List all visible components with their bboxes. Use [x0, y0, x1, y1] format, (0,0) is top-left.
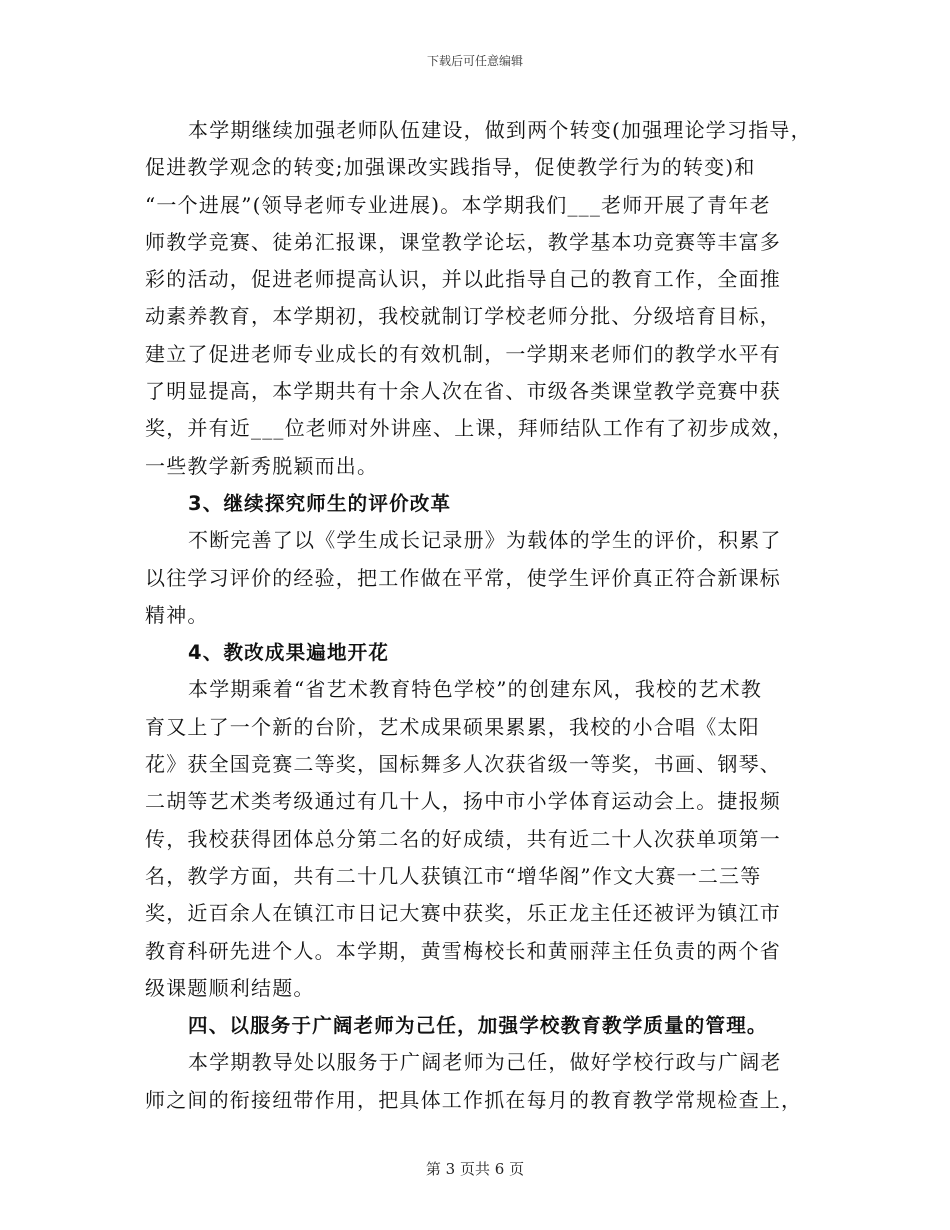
paragraph-line: 彩的活动，促进老师提高认识，并以此指导自己的教育工作，全面推 [145, 267, 781, 292]
section-heading: 四、以服务于广阔老师为己任，加强学校教育教学质量的管理。 [188, 1014, 768, 1038]
section-heading: 3、继续探究师生的评价改革 [188, 491, 452, 515]
paragraph-line: 花》获全国竞赛二等奖，国标舞多人次获省级一等奖，书画、钢琴、 [145, 752, 781, 777]
paragraph-line: 本学期教导处以服务于广阔老师为己任，做好学校行政与广阔老 [188, 1050, 782, 1075]
section-heading: 4、教改成果遍地开花 [188, 641, 390, 665]
paragraph-line: 教育科研先进个人。本学期，黄雪梅校长和黄丽萍主任负责的两个省 [145, 938, 781, 963]
paragraph-line: 奖，并有近___位老师对外讲座、上课，拜师结队工作有了初步成效， [145, 416, 794, 441]
paragraph-line: 奖，近百余人在镇江市日记大赛中获奖，乐正龙主任还被评为镇江市 [145, 901, 781, 926]
paragraph-line: “一个进展”(领导老师专业进展)。本学期我们___老师开展了青年老 [145, 192, 771, 217]
paragraph-line: 本学期乘着“省艺术教育特色学校”的创建东风，我校的艺术教 [188, 677, 763, 702]
paragraph-line: 传，我校获得团体总分第二名的好成绩，共有近二十人次获单项第一 [145, 826, 781, 851]
paragraph-line: 一些教学新秀脱颖而出。 [145, 453, 379, 478]
document-body [145, 112, 813, 1119]
paragraph-line: 促进教学观念的转变;加强课改实践指导，促使教学行为的转变)和 [145, 155, 756, 180]
paragraph-line: 名，教学方面，共有二十几人获镇江市“增华阁”作文大赛一二三等 [145, 863, 762, 888]
paragraph-line: 精神。 [145, 602, 209, 627]
page-footer: 第 3 页共 6 页 [425, 1160, 525, 1178]
paragraph-line: 级课题顺利结题。 [145, 975, 315, 1000]
paragraph-line: 师之间的衔接纽带作用，把具体工作抓在每月的教育教学常规检查上， [145, 1087, 803, 1112]
paragraph-line: 动素养教育，本学期初，我校就制订学校老师分批、分级培育目标， [145, 304, 781, 329]
paragraph-line: 建立了促进老师专业成长的有效机制，一学期来老师们的教学水平有 [145, 341, 781, 366]
paragraph-line: 不断完善了以《学生成长记录册》为载体的学生的评价，积累了 [188, 528, 782, 553]
paragraph-line: 育又上了一个新的台阶，艺术成果硕果累累，我校的小合唱《太阳 [145, 714, 760, 739]
paragraph-line: 师教学竞赛、徒弟汇报课，课堂教学论坛，教学基本功竞赛等丰富多 [145, 229, 781, 254]
paragraph-line: 本学期继续加强老师队伍建设，做到两个转变(加强理论学习指导， [188, 118, 812, 142]
page-header: 下载后可任意编辑 [426, 54, 523, 68]
paragraph-line: 了明显提高，本学期共有十余人次在省、市级各类课堂教学竞赛中获 [145, 379, 781, 404]
paragraph-line: 以往学习评价的经验，把工作做在平常，使学生评价真正符合新课标 [145, 565, 781, 590]
paragraph-line: 二胡等艺术类考级通过有几十人，扬中市小学体育运动会上。捷报频 [145, 789, 781, 814]
